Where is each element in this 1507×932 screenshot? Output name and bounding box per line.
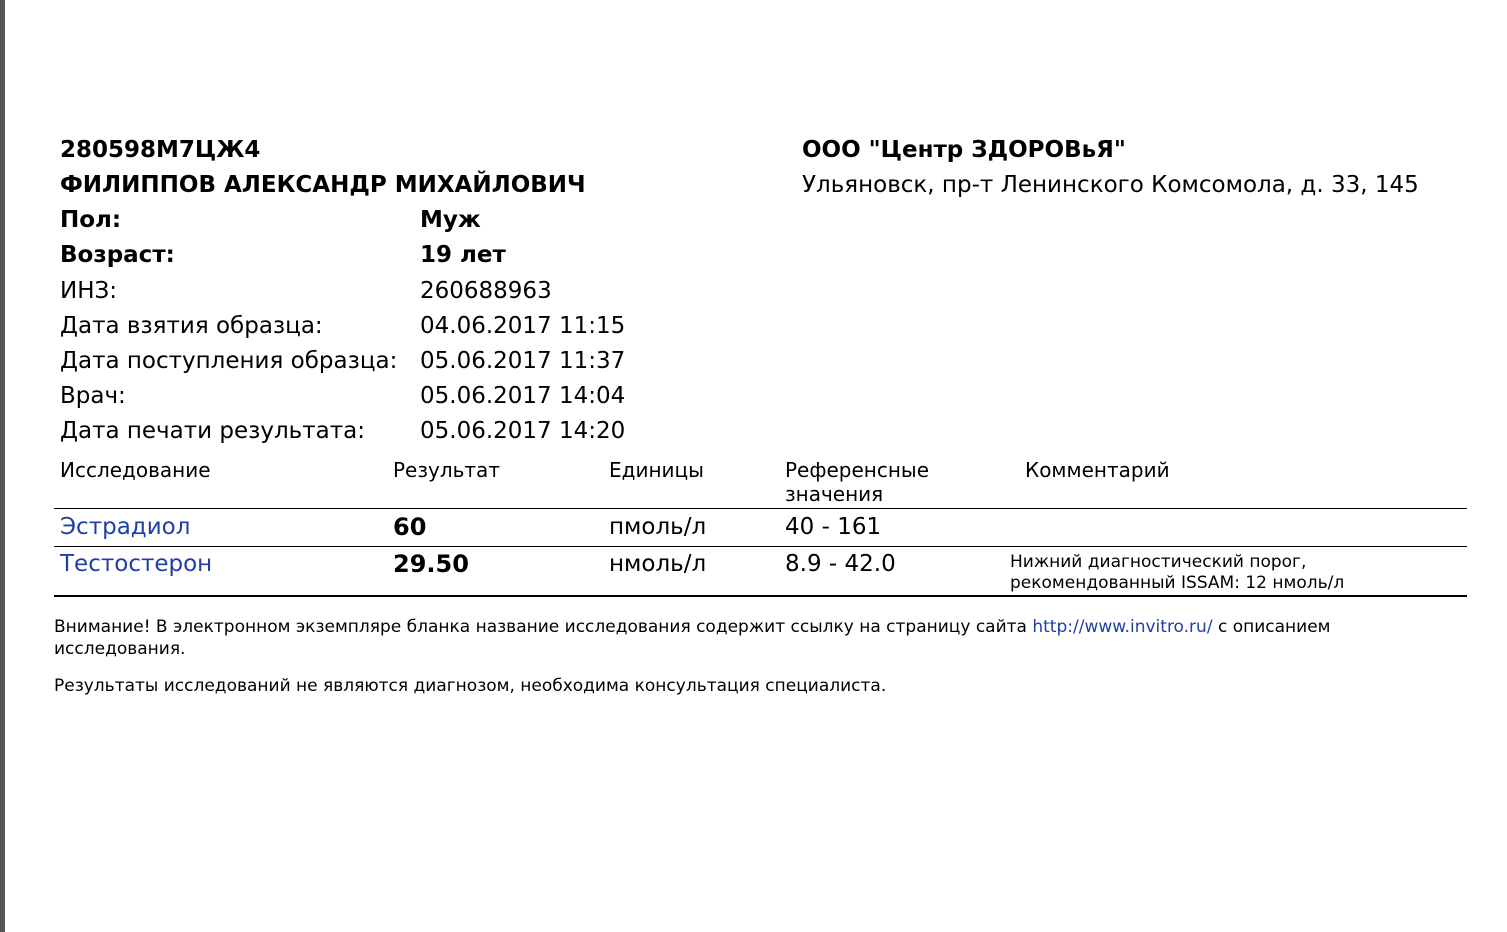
table-header-divider bbox=[54, 508, 1467, 509]
result-value: 60 bbox=[393, 513, 427, 541]
attention-note bbox=[54, 616, 1454, 660]
invitro-url-link[interactable]: http://www.invitro.ru/ bbox=[1032, 617, 1213, 637]
reference-value: 8.9 - 42.0 bbox=[785, 551, 896, 577]
units-value: пмоль/л bbox=[609, 514, 707, 540]
table-bottom-divider bbox=[54, 595, 1467, 597]
sample-received-label: Дата поступления образца: bbox=[60, 348, 398, 374]
test-link-testosterone[interactable]: Тестостерон bbox=[60, 551, 213, 577]
test-link-estradiol[interactable]: Эстрадиол bbox=[60, 514, 191, 540]
sex-label: Пол: bbox=[60, 207, 122, 233]
reference-value: 40 - 161 bbox=[785, 514, 882, 540]
patient-id: 280598М7ЦЖ4 bbox=[60, 137, 261, 163]
print-date-label: Дата печати результата: bbox=[60, 418, 365, 444]
units-value: нмоль/л bbox=[609, 551, 707, 577]
print-date-value: 05.06.2017 14:20 bbox=[420, 418, 626, 444]
header-units: Единицы bbox=[609, 458, 704, 482]
header-result: Результат bbox=[393, 458, 500, 482]
window-left-edge bbox=[0, 0, 5, 932]
lab-name: ООО "Центр ЗДОРОВьЯ" bbox=[802, 137, 1126, 163]
attention-text-before: Внимание! В электронном экземпляре бланка название исследования содержит ссылку на страницу сайта bbox=[54, 617, 1033, 637]
test-name-cell[interactable] bbox=[60, 549, 212, 579]
doctor-value: 05.06.2017 14:04 bbox=[420, 383, 626, 409]
attention-text-after: с описанием исследования. bbox=[54, 617, 1331, 659]
sample-received-value: 05.06.2017 11:37 bbox=[420, 348, 626, 374]
row-divider bbox=[54, 546, 1467, 547]
age-label: Возраст: bbox=[60, 242, 175, 268]
lab-address: Ульяновск, пр-т Ленинского Комсомола, д. 33, 145 bbox=[802, 172, 1419, 198]
result-value: 29.50 bbox=[393, 550, 469, 578]
sample-taken-value: 04.06.2017 11:15 bbox=[420, 313, 626, 339]
header-comment: Комментарий bbox=[1025, 458, 1170, 482]
inz-value: 260688963 bbox=[420, 278, 552, 304]
doctor-label: Врач: bbox=[60, 383, 126, 409]
comment-value: Нижний диагностический порог, рекомендованный ISSAM: 12 нмоль/л bbox=[1010, 552, 1345, 593]
disclaimer-note: Результаты исследований не являются диагнозом, необходима консультация специалиста. bbox=[54, 676, 887, 696]
header-test: Исследование bbox=[60, 458, 211, 482]
inz-label: ИНЗ: bbox=[60, 278, 117, 304]
sex-value: Муж bbox=[420, 207, 481, 233]
header-reference: Референсные значения bbox=[785, 458, 930, 506]
patient-name: ФИЛИППОВ АЛЕКСАНДР МИХАЙЛОВИЧ bbox=[60, 172, 586, 198]
sample-taken-label: Дата взятия образца: bbox=[60, 313, 323, 339]
test-name-cell[interactable] bbox=[60, 512, 190, 542]
age-value: 19 лет bbox=[420, 242, 506, 268]
